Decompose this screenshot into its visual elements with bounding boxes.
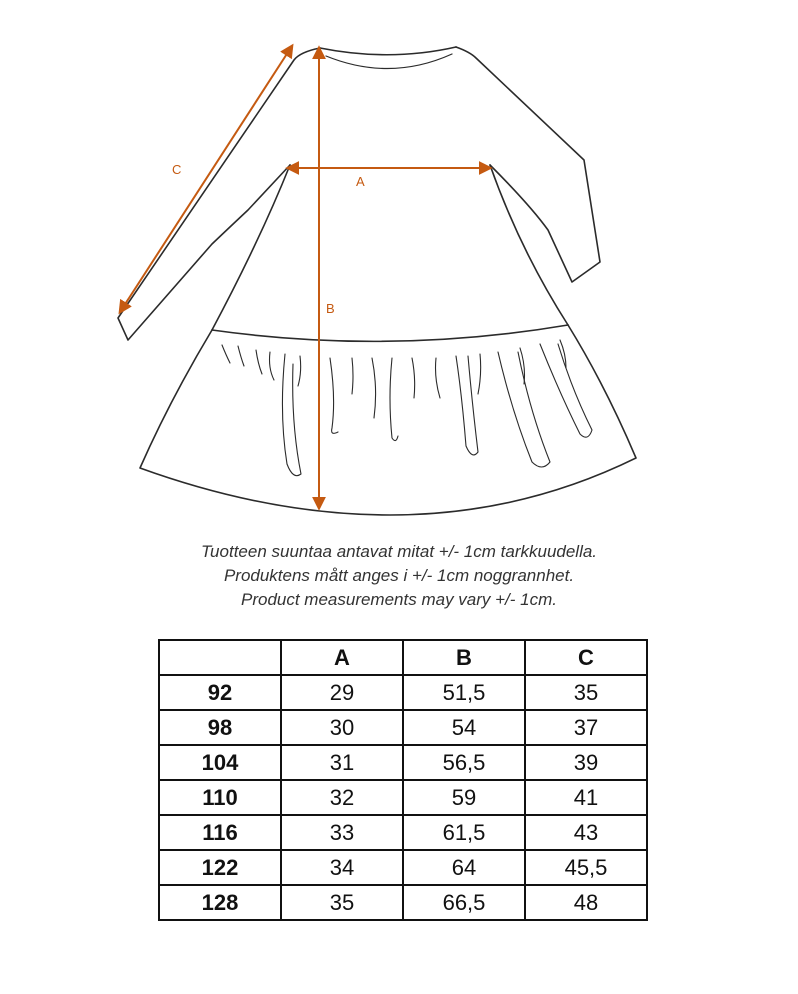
value-c-cell: 43: [525, 815, 647, 850]
table-row: [159, 885, 647, 920]
size-cell: 122: [159, 850, 281, 885]
table-row: [159, 850, 647, 885]
value-b-cell: 56,5: [403, 745, 525, 780]
size-cell: 92: [159, 675, 281, 710]
value-c-cell: 35: [525, 675, 647, 710]
value-b-cell: 66,5: [403, 885, 525, 920]
label-b: B: [326, 301, 335, 316]
header-b: B: [403, 640, 525, 675]
left-sleeve: [118, 48, 320, 340]
value-a-cell: 31: [281, 745, 403, 780]
table-header-row: [159, 640, 647, 675]
label-a: A: [356, 174, 365, 189]
value-a-cell: 32: [281, 780, 403, 815]
skirt-gathers: [222, 340, 592, 476]
value-a-cell: 33: [281, 815, 403, 850]
bodice-right-side: [490, 165, 568, 325]
table-row: [159, 815, 647, 850]
arrow-c: [120, 46, 292, 312]
size-cell: 110: [159, 780, 281, 815]
note-english: Product measurements may vary +/- 1cm.: [240, 590, 558, 609]
size-chart-table: [158, 639, 648, 921]
right-sleeve: [456, 47, 600, 282]
dress-outline: [118, 47, 636, 515]
value-b-cell: 64: [403, 850, 525, 885]
header-a: A: [281, 640, 403, 675]
skirt-outline: [140, 325, 636, 515]
bodice-left-side: [212, 165, 290, 330]
value-b-cell: 51,5: [403, 675, 525, 710]
measure-b: [319, 48, 335, 508]
size-cell: 116: [159, 815, 281, 850]
size-cell: 104: [159, 745, 281, 780]
neckline: [320, 47, 456, 55]
value-c-cell: 37: [525, 710, 647, 745]
value-a-cell: 29: [281, 675, 403, 710]
value-a-cell: 35: [281, 885, 403, 920]
header-size: [159, 640, 281, 675]
value-a-cell: 34: [281, 850, 403, 885]
table-row: [159, 675, 647, 710]
header-c: C: [525, 640, 647, 675]
size-cell: 128: [159, 885, 281, 920]
value-c-cell: 41: [525, 780, 647, 815]
value-b-cell: 61,5: [403, 815, 525, 850]
value-c-cell: 45,5: [525, 850, 647, 885]
waist-seam: [212, 325, 568, 341]
note-finnish: Tuotteen suuntaa antavat mitat +/- 1cm tarkkuudella.: [200, 542, 598, 561]
table-row: [159, 780, 647, 815]
value-c-cell: 39: [525, 745, 647, 780]
value-c-cell: 48: [525, 885, 647, 920]
neckline-inner: [326, 54, 452, 69]
value-b-cell: 59: [403, 780, 525, 815]
value-b-cell: 54: [403, 710, 525, 745]
note-swedish: Produktens mått anges i +/- 1cm noggrannhet.: [223, 566, 575, 585]
size-cell: 98: [159, 710, 281, 745]
label-c: C: [172, 162, 182, 177]
measurement-notes: [0, 540, 798, 612]
measure-c: [120, 46, 292, 312]
table-row: [159, 745, 647, 780]
table-row: [159, 710, 647, 745]
value-a-cell: 30: [281, 710, 403, 745]
